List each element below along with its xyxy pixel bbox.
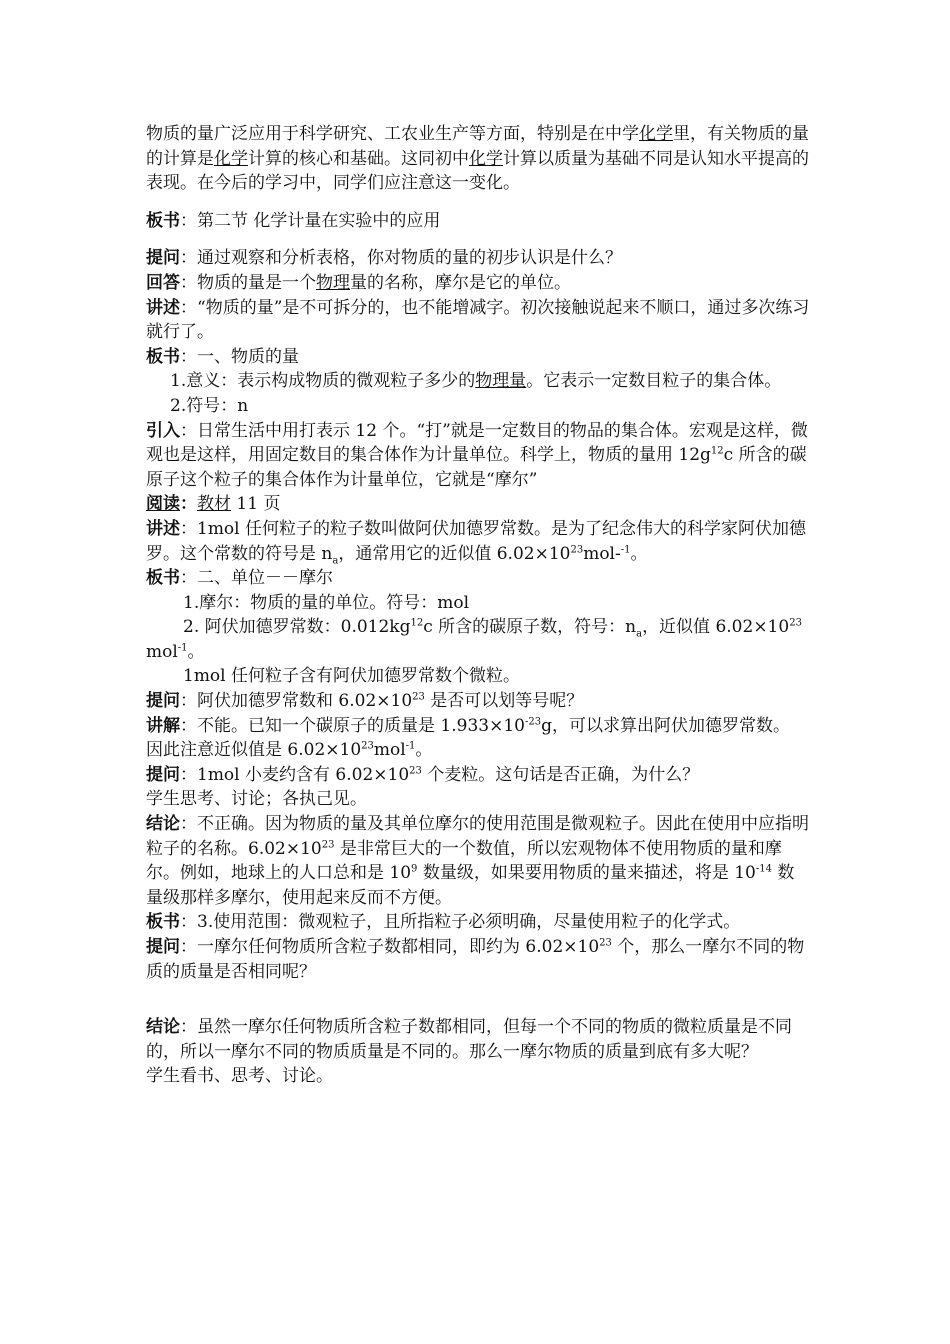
physical-quantity-link[interactable]: 物理量 bbox=[475, 371, 527, 392]
superscript: -1 bbox=[405, 740, 416, 752]
superscript: -1 bbox=[620, 543, 631, 555]
avogadro-text: 2. 阿伏加德罗常数：0.012kg bbox=[183, 617, 411, 638]
intro-label: 引入 bbox=[146, 420, 180, 441]
conclusion-2 bbox=[146, 1015, 810, 1064]
question-4 bbox=[146, 935, 810, 984]
student-discussion-1 bbox=[146, 787, 810, 812]
subscript: a bbox=[332, 554, 339, 566]
conclusion-text: 数量级，如果要用物质的量来描述，将是 10 bbox=[417, 863, 756, 884]
discussion-text: 学生看书、思考、讨论。 bbox=[146, 1066, 333, 1087]
superscript: 23 bbox=[412, 691, 425, 703]
talk-text: ：1mol 任何粒子的粒子数叫做阿伏加德罗常数。是为了纪念伟大的科学家阿伏加德罗。这个常数的符号是 n bbox=[146, 518, 807, 564]
subscript: a bbox=[636, 628, 643, 640]
reading-colon: ： bbox=[180, 494, 197, 515]
talk-label: 讲述 bbox=[146, 518, 180, 539]
question-text: 个，那么一摩尔不同的物质的质量是否相同呢？ bbox=[146, 937, 805, 982]
therefore-note bbox=[146, 738, 810, 763]
intro-text: 物质的量广泛应用于科学研究、工农业生产等方面，特别是在中学 bbox=[146, 124, 639, 144]
any-mole-text: 1mol 任何粒子含有阿伏加德罗常数个微粒。 bbox=[183, 666, 521, 687]
answer-label: 回答 bbox=[146, 272, 180, 293]
explain-text: g，可以求算出阿伏加德罗常数。 bbox=[541, 715, 790, 736]
superscript: 23 bbox=[321, 838, 335, 850]
therefore-text: 因此注意近似值是 6.02×10 bbox=[146, 740, 362, 761]
talk-2 bbox=[146, 517, 810, 566]
question-label: 提问 bbox=[146, 691, 180, 712]
superscript: 23 bbox=[361, 740, 374, 752]
explanation bbox=[146, 714, 810, 739]
superscript: 12 bbox=[710, 445, 724, 457]
physics-link[interactable]: 物理 bbox=[316, 272, 350, 293]
board-label: 板书 bbox=[146, 210, 180, 231]
superscript: 9 bbox=[411, 863, 418, 875]
conclusion-label: 结论 bbox=[146, 1017, 180, 1038]
question-label: 提问 bbox=[146, 248, 180, 269]
chemistry-link[interactable]: 化学 bbox=[214, 148, 248, 169]
board-text: ：第二节 化学计量在实验中的应用 bbox=[180, 210, 441, 231]
conclusion-label: 结论 bbox=[146, 814, 180, 835]
reading-label: 阅读 bbox=[146, 494, 180, 515]
therefore-text: mol bbox=[373, 740, 406, 761]
question-1 bbox=[146, 246, 810, 271]
board-text: ：二、单位－－摩尔 bbox=[180, 568, 333, 589]
question-text: 个麦粒。这句话是否正确，为什么？ bbox=[421, 764, 700, 785]
board-label: 板书 bbox=[146, 346, 180, 367]
intro-text: 计算以质量为基础不同是认知水平提高的表现。在今后的学习中，同学们应注意这一变化。 bbox=[146, 148, 809, 194]
conclusion-text: ：不正确。因为物质的量及其单位摩尔的使用范围是微观粒子。因此在使用中应指明粒子的名称。6.02×10 bbox=[146, 814, 809, 859]
superscript: -1 bbox=[177, 642, 188, 654]
question-text: ：一摩尔任何物质所含粒子数都相同，即约为 6.02×10 bbox=[180, 937, 600, 957]
board-text: ：一、物质的量 bbox=[180, 346, 299, 367]
superscript: 23 bbox=[409, 765, 422, 777]
conclusion-1 bbox=[146, 812, 810, 910]
board-section-title bbox=[146, 209, 810, 234]
conclusion-text: 是非常巨大的一个数值，所以宏观物体不使用物质的量和摩尔。例如，地球上的人口总和是 10 bbox=[146, 838, 782, 884]
talk-1 bbox=[146, 296, 810, 345]
reading-text: 11 页 bbox=[231, 494, 281, 515]
answer-1 bbox=[146, 271, 810, 296]
board-usage-scope bbox=[146, 910, 810, 935]
intro-text: 计算的核心和基础。这同初中 bbox=[248, 148, 469, 169]
superscript: 12 bbox=[410, 617, 424, 629]
board-label: 板书 bbox=[146, 912, 180, 933]
intro-text: 里，有关物质的量的计算是 bbox=[146, 124, 809, 169]
question-text: ：阿伏加德罗常数和 6.02×10 bbox=[180, 691, 413, 712]
reading-item bbox=[146, 492, 810, 517]
avogadro-text: 。 bbox=[187, 641, 205, 662]
chemistry-link[interactable]: 化学 bbox=[639, 124, 673, 144]
board-unit-mole bbox=[146, 566, 810, 591]
intro-paragraph bbox=[146, 122, 810, 196]
answer-text: ：物质的量是一个 bbox=[180, 272, 316, 293]
superscript: 23 bbox=[570, 543, 584, 555]
question-text: ：通过观察和分析表格，你对物质的量的初步认识是什么？ bbox=[180, 248, 622, 269]
question-text: ：1mol 小麦约含有 6.02×10 bbox=[180, 764, 410, 785]
avogadro-item bbox=[146, 615, 810, 664]
question-2 bbox=[146, 689, 810, 714]
superscript: -23 bbox=[524, 716, 542, 727]
superscript: -14 bbox=[755, 863, 772, 875]
meaning-text: 1.意义：表示构成物质的微观粒子多少的 bbox=[170, 371, 476, 392]
textbook-link[interactable]: 教材 bbox=[197, 494, 231, 515]
document-body bbox=[146, 122, 810, 1089]
conclusion-text: 数量级那样多摩尔，使用起来反而不方便。 bbox=[146, 863, 795, 908]
symbol-text: 2.符号：n bbox=[170, 395, 249, 416]
meaning-text: 。它表示一定数目粒子的集合体。 bbox=[526, 371, 782, 392]
question-label: 提问 bbox=[146, 764, 180, 785]
intro-text: ：日常生活中用打表示 12 个。“打”就是一定数目的物品的集合体。宏观是这样，微观也是这样，用固定数目的集合体作为计量单位。科学上，物质的量用 12g bbox=[146, 420, 808, 466]
talk-text: mol- bbox=[583, 543, 621, 564]
superscript: 23 bbox=[789, 617, 802, 629]
therefore-text: 。 bbox=[415, 740, 433, 761]
mole-item bbox=[146, 591, 810, 616]
meaning-item bbox=[146, 369, 810, 394]
talk-text: ，通常用它的近似值 6.02×10 bbox=[338, 543, 571, 564]
avogadro-text: mol bbox=[146, 641, 178, 662]
avogadro-text: ，近似值 6.02×10 bbox=[642, 617, 790, 638]
question-3 bbox=[146, 763, 810, 788]
explain-label: 讲解 bbox=[146, 715, 180, 736]
answer-text: 量的名称，摩尔是它的单位。 bbox=[350, 272, 571, 293]
mole-text: 1.摩尔：物质的量的单位。符号：mol bbox=[183, 592, 470, 613]
board-label: 板书 bbox=[146, 568, 180, 589]
question-label: 提问 bbox=[146, 937, 180, 957]
any-mole-item bbox=[146, 664, 810, 689]
talk-text: 。 bbox=[630, 543, 648, 564]
introduction-2 bbox=[146, 419, 810, 493]
intro-text: c 所含的碳原子这个粒子的集合体作为计量单位，它就是“摩尔” bbox=[146, 445, 807, 490]
symbol-item bbox=[146, 394, 810, 419]
student-discussion-2 bbox=[146, 1064, 810, 1089]
board-text: ：3.使用范围：微观粒子，且所指粒子必须明确，尽量使用粒子的化学式。 bbox=[180, 912, 741, 933]
talk-label: 讲述 bbox=[146, 297, 180, 318]
avogadro-text: c 所含的碳原子数，符号：n bbox=[423, 617, 637, 638]
question-text: 是否可以划等号呢？ bbox=[424, 691, 584, 712]
superscript: 23 bbox=[599, 937, 612, 949]
chemistry-link[interactable]: 化学 bbox=[469, 148, 503, 169]
board-amount-of-substance bbox=[146, 345, 810, 370]
conclusion-text: ：虽然一摩尔任何物质所含粒子数都相同，但每一个不同的物质的微粒质量是不同的，所以一摩尔不同的物质质量是不同的。那么一摩尔物质的质量到底有多大呢？ bbox=[146, 1017, 792, 1062]
discussion-text: 学生思考、讨论；各执己见。 bbox=[146, 789, 367, 810]
talk-text: ：“物质的量”是不可拆分的，也不能增减字。初次接触说起来不顺口，通过多次练习就行了。 bbox=[146, 297, 810, 343]
explain-text: ：不能。已知一个碳原子的质量是 1.933×10 bbox=[180, 715, 525, 736]
